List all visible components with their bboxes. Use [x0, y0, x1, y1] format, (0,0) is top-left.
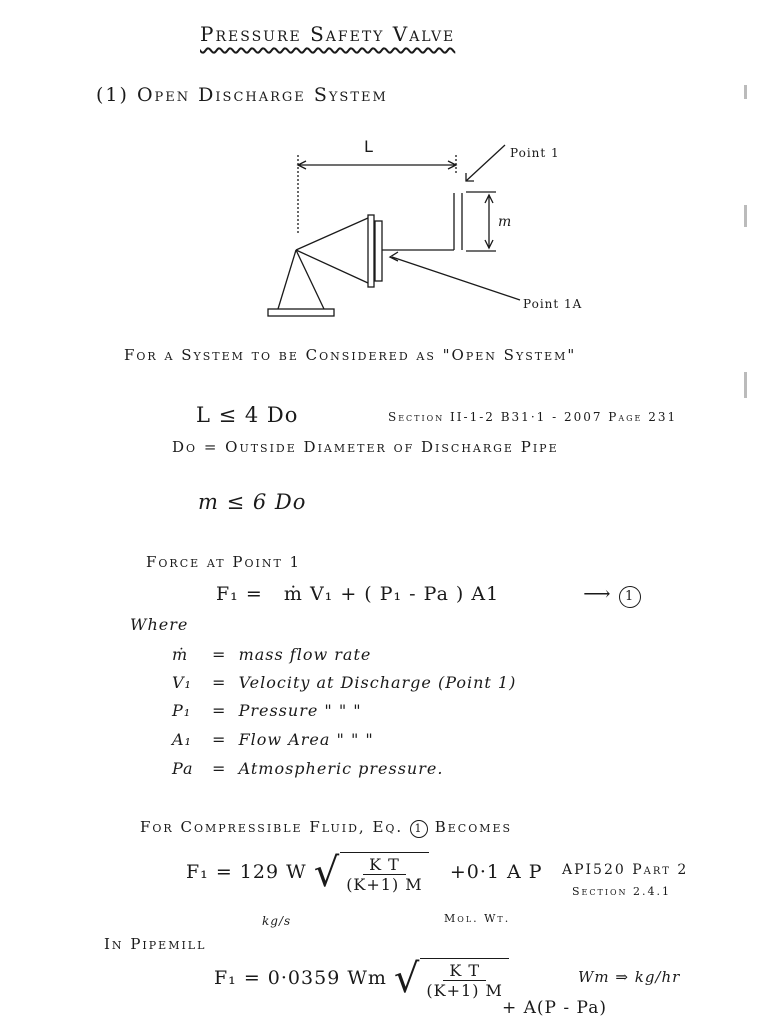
definition-row: V₁ = Velocity at Discharge (Point 1) [172, 673, 517, 692]
definition-text: mass flow rate [238, 645, 372, 664]
compressible-line [140, 818, 512, 838]
point1-leader [466, 145, 505, 181]
compressible-suffix: Becomes [434, 818, 513, 836]
do-definition: Do = Outside Diameter of Discharge Pipe [172, 438, 559, 456]
open-system-criteria-intro: For a System to be Considered as "Open System" [124, 346, 577, 364]
equation-m: m ≤ 6 Do [198, 490, 307, 514]
fraction [426, 961, 503, 1000]
definition-symbol: Pa [172, 759, 194, 778]
fraction-numerator: K T [443, 961, 486, 981]
page-title: Pressure Safety Valve [200, 22, 456, 46]
definition-row: Pa = Atmospheric pressure. [172, 759, 444, 778]
compressible-eq-lhs: F₁ = 129 W [186, 861, 307, 883]
square-root [314, 852, 429, 894]
equation-number: 1 [619, 586, 641, 608]
where-label: Where [130, 615, 189, 634]
fraction-denominator: (K+1) M [346, 875, 423, 894]
definition-row: ṁ = mass flow rate [172, 645, 372, 664]
section-heading: (1) Open Discharge System [96, 84, 388, 106]
definition-symbol: ṁ [172, 645, 189, 664]
discharge-system-diagram [0, 125, 768, 455]
point1a-leader [392, 257, 520, 300]
pipemill-eq-tail: + A(P - Pa) [502, 998, 607, 1018]
label-point1: Point 1 [510, 146, 560, 160]
compressible-eq-tail: +0·1 A P [449, 861, 543, 883]
margin-mark [744, 85, 747, 99]
equation-number: 1 [410, 820, 428, 838]
definition-row: A₁ = Flow Area " " " [172, 730, 374, 749]
wm-unit-note: Wm ⇒ kg/hr [578, 968, 681, 986]
label-point1a: Point 1A [523, 297, 583, 311]
definition-text: Flow Area " " " [238, 730, 374, 749]
support-base [268, 309, 334, 316]
fraction [346, 855, 423, 894]
pipemill-eq-lhs: F₁ = 0·0359 Wm [214, 967, 387, 989]
fraction-denominator: (K+1) M [426, 981, 503, 1000]
arrow-right-icon: ⟶ [583, 583, 612, 605]
definition-text: Velocity at Discharge (Point 1) [238, 673, 517, 692]
fraction-numerator: K T [363, 855, 406, 875]
definition-text: Pressure " " " [238, 701, 362, 720]
definition-text: Atmospheric pressure. [238, 759, 444, 778]
equation-L: L ≤ 4 Do [196, 403, 299, 427]
compressible-prefix: For Compressible Fluid, Eq. [140, 818, 404, 836]
radical-icon: √ [393, 956, 421, 1002]
pipemill-heading: In Pipemill [104, 935, 207, 953]
force-equation [216, 583, 641, 608]
compressible-equation [186, 852, 543, 894]
definition-symbol: P₁ [172, 701, 192, 720]
definition-row: P₁ = Pressure " " " [172, 701, 362, 720]
mol-wt-note: Mol. Wt. [444, 912, 511, 925]
force-heading: Force at Point 1 [146, 553, 302, 571]
api-reference: API520 Part 2 [562, 862, 689, 878]
force-eq-rhs: ṁ V₁ + ( P₁ - Pa ) A1 [283, 583, 500, 605]
pipemill-equation [214, 958, 509, 1000]
label-L: L [364, 137, 373, 156]
radical-icon: √ [313, 850, 341, 896]
unit-w-note: kg/s [262, 914, 292, 928]
definition-symbol: V₁ [172, 673, 192, 692]
force-eq-lhs: F₁ = [216, 583, 263, 605]
definition-symbol: A₁ [172, 730, 192, 749]
label-m: m [498, 214, 512, 230]
valve-flange [368, 215, 374, 287]
api-section: Section 2.4.1 [572, 885, 672, 898]
code-reference: Section II-1-2 B31·1 - 2007 Page 231 [388, 410, 678, 424]
square-root [394, 958, 509, 1000]
